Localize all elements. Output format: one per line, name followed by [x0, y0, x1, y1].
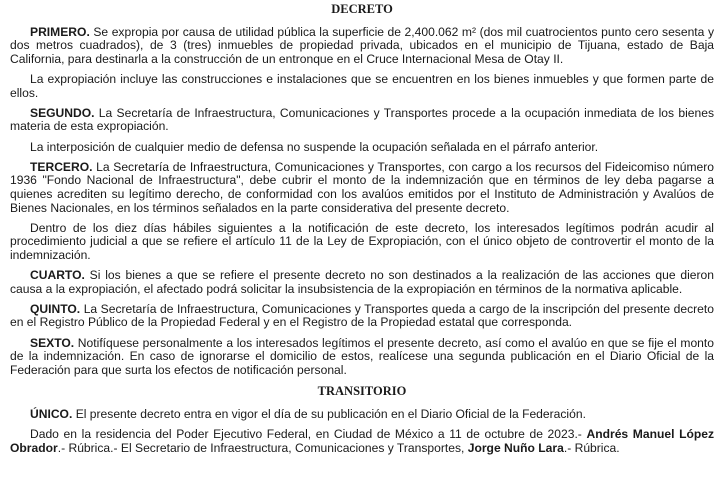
article-text: Se expropia por causa de utilidad pública la superficie de 2,400.062 m² (dos mil cuatrocientos punto cero sesenta y dos metros cuadrados), de 3 (tres) inmuebles de propiedad privada, ubicados en el municipio de Tijuana, estado de Baja California, para destinarla a la construcción de un entronque en el Cruce Internacional Mesa de Otay II. — [10, 24, 714, 66]
signatory-president: Andrés Manuel López Obrador — [10, 427, 715, 455]
article-segundo — [10, 107, 714, 134]
article-primero — [10, 26, 714, 67]
article-lead: SEXTO. — [30, 335, 75, 350]
article-text: El presente decreto entra en vigor el día de su publicación en el Diario Oficial de la Federación. — [72, 407, 586, 421]
article-text: Notifíquese personalmente a los interesados legítimos el presente decreto, así como el avalúo en que se fije el monto de la indemnización. En caso de ignorarse el domicilio de estos, realícese una segunda publicación en el Diario Oficial de la Federación para que surta los efectos de notificación personal. — [10, 335, 714, 377]
closing-text: Dado en la residencia del Poder Ejecutivo Federal, en Ciudad de México a 11 de octubre de 2023.- — [30, 427, 587, 442]
paragraph-text: La interposición de cualquier medio de defensa no suspende la ocupación señalada en el párrafo anterior. — [30, 139, 599, 154]
paragraph-segundo-2 — [10, 141, 714, 155]
article-quinto — [10, 303, 714, 330]
closing-text: .- Rúbrica.- El Secretario de Infraestructura, Comunicaciones y Transportes, — [57, 440, 468, 455]
decreto-heading: DECRETO — [331, 2, 393, 16]
article-sexto — [10, 337, 714, 378]
paragraph-text: Dentro de los diez días hábiles siguientes a la notificación de este decreto, los interesados legítimos podrán acudir al procedimiento judicial a que se refiere el artículo 11 de la Ley de Expropiación, con el único objeto de controvertir el monto de la indemnización. — [10, 220, 714, 262]
article-text: Si los bienes a que se refiere el presente decreto no son destinados a la realización de las acciones que dieron causa a la expropiación, el afectado podrá solicitar la insubsistencia de la expropiación en términos de la normativa aplicable. — [10, 268, 714, 296]
article-text: La Secretaría de Infraestructura, Comunicaciones y Transportes procede a la ocupación inmediata de los bienes materia de esta expropiación. — [10, 105, 714, 134]
article-unico — [10, 408, 714, 422]
closing-paragraph — [10, 428, 714, 455]
paragraph-primero-2 — [10, 73, 714, 100]
transitorio-heading: TRANSITORIO — [317, 384, 407, 399]
article-lead: QUINTO. — [30, 301, 81, 316]
paragraph-text: La expropiación incluye las construcciones e instalaciones que se encuentren en los bienes inmuebles y que formen parte de ellos. — [10, 71, 714, 100]
article-cuarto — [10, 269, 714, 296]
closing-text: .- Rúbrica. — [563, 440, 620, 455]
article-text: La Secretaría de Infraestructura, Comunicaciones y Transportes, con cargo a los recursos del Fideicomiso número 1936 "Fondo Nacional de Infraestructura", debe cubrir el monto de la indemnización que en términos de ley deba pagarse a quienes acrediten su legítimo derecho, de conformidad con los avalúos emitidos por el Instituto de Administración y Avalúos de Bienes Nacionales, en los términos señalados en la parte considerativa del presente decreto. — [10, 159, 714, 215]
article-tercero — [10, 161, 714, 215]
article-text: La Secretaría de Infraestructura, Comunicaciones y Transportes queda a cargo de la inscripción del presente decreto en el Registro Público de la Propiedad Federal y en el Registro de la Propiedad estatal que corresponda. — [10, 301, 714, 330]
signatory-secretary: Jorge Nuño Lara — [467, 440, 564, 455]
article-lead: ÚNICO. — [30, 407, 73, 421]
article-lead: SEGUNDO. — [30, 105, 95, 120]
article-lead: PRIMERO. — [30, 24, 90, 39]
paragraph-tercero-2 — [10, 222, 714, 263]
article-lead: TERCERO. — [30, 159, 93, 174]
article-lead: CUARTO. — [30, 268, 85, 283]
